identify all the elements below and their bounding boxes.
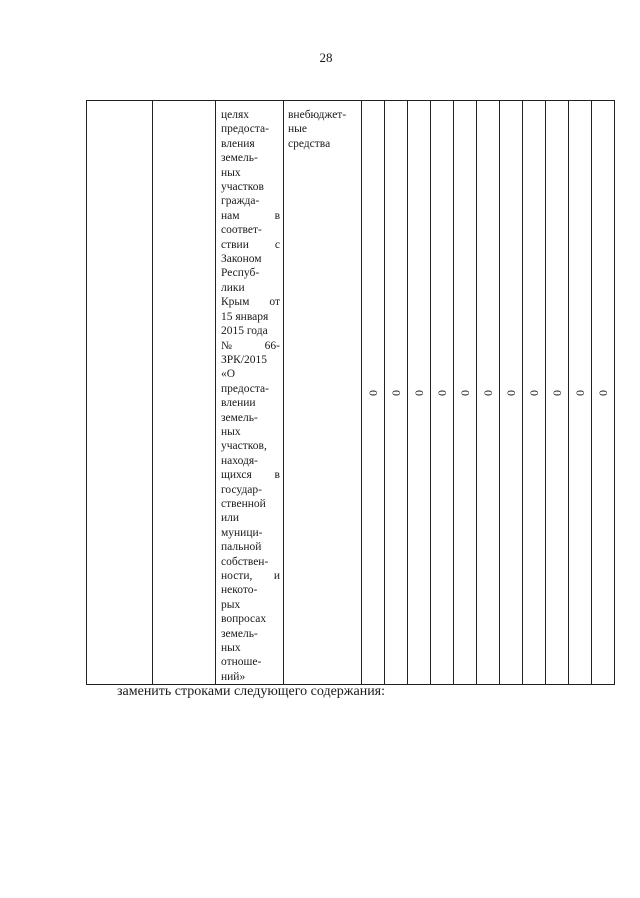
- value-cell: [454, 101, 477, 685]
- value-cell: [592, 101, 615, 685]
- purpose-line: гражда-: [221, 195, 260, 208]
- value-cell: [546, 101, 569, 685]
- funding-source-cell: [284, 101, 362, 685]
- purpose-line: ности, и: [221, 570, 280, 582]
- value-text: 0: [412, 389, 426, 396]
- purpose-line: ствии с: [221, 238, 280, 251]
- funding-line: средства: [288, 137, 331, 150]
- purpose-line: отноше-: [221, 656, 262, 669]
- value-cell: [362, 101, 385, 685]
- purpose-line: щихся в: [221, 469, 280, 482]
- replacement-instruction: заменить строками следующего содержания:: [117, 684, 386, 699]
- empty-cell-1: [87, 101, 153, 685]
- purpose-line: земель-: [221, 411, 258, 424]
- value-text: 0: [504, 389, 518, 396]
- value-cell: [477, 101, 500, 685]
- purpose-line: целях: [221, 109, 250, 121]
- purpose-line: ственной: [221, 497, 266, 510]
- purpose-line: лики: [221, 281, 245, 294]
- purpose-line: соответ-: [221, 224, 262, 237]
- purpose-line: участков: [221, 181, 264, 194]
- purpose-line: находя-: [221, 454, 258, 467]
- purpose-line: ний»: [221, 670, 246, 683]
- purpose-line: нам в: [221, 209, 280, 222]
- value-text: 0: [573, 389, 587, 396]
- value-cell: [408, 101, 431, 685]
- empty-cell-2: [153, 101, 216, 685]
- funding-line: ные: [288, 123, 307, 136]
- purpose-line: Респуб-: [221, 267, 260, 280]
- purpose-line: Крым от: [221, 296, 280, 309]
- purpose-line: государ-: [221, 483, 262, 496]
- purpose-line: пальной: [221, 541, 262, 554]
- value-text: 0: [550, 389, 564, 396]
- value-text: 0: [458, 389, 472, 396]
- purpose-line: ных: [221, 166, 241, 179]
- value-text: 0: [366, 389, 380, 396]
- funding-line: внебюджет-: [288, 109, 347, 121]
- purpose-line: ных: [221, 642, 241, 655]
- purpose-line: предоста-: [221, 382, 269, 395]
- purpose-line: «О: [221, 368, 236, 381]
- purpose-line: муници-: [221, 526, 263, 539]
- value-text: 0: [435, 389, 449, 396]
- purpose-cell: [216, 101, 284, 685]
- value-text: 0: [527, 389, 541, 396]
- program-table: [86, 100, 615, 685]
- value-text: 0: [481, 389, 495, 396]
- purpose-line: влении: [221, 397, 256, 410]
- purpose-line: вопросах: [221, 613, 267, 626]
- value-text: 0: [596, 389, 610, 396]
- purpose-line: собствен-: [221, 555, 269, 568]
- purpose-line: некото-: [221, 584, 258, 597]
- purpose-line: ных: [221, 425, 241, 438]
- value-cell: [431, 101, 454, 685]
- value-cell: [500, 101, 523, 685]
- value-cell: [523, 101, 546, 685]
- purpose-line: 15 января: [221, 310, 269, 323]
- purpose-line: Законом: [221, 253, 262, 266]
- purpose-line: земель-: [221, 627, 258, 640]
- purpose-line: ЗРК/2015: [221, 353, 268, 366]
- page-number: 28: [319, 50, 333, 65]
- value-cell: [569, 101, 592, 685]
- value-cell: [385, 101, 408, 685]
- purpose-line: вления: [221, 137, 255, 150]
- purpose-line: № 66-: [221, 339, 280, 352]
- purpose-line: 2015 года: [221, 325, 268, 338]
- table-row: [87, 101, 615, 685]
- purpose-line: или: [221, 512, 240, 525]
- purpose-line: предоста-: [221, 123, 269, 136]
- purpose-line: участков,: [221, 440, 267, 453]
- purpose-line: рых: [221, 598, 241, 611]
- purpose-line: земель-: [221, 152, 258, 165]
- value-text: 0: [389, 389, 403, 396]
